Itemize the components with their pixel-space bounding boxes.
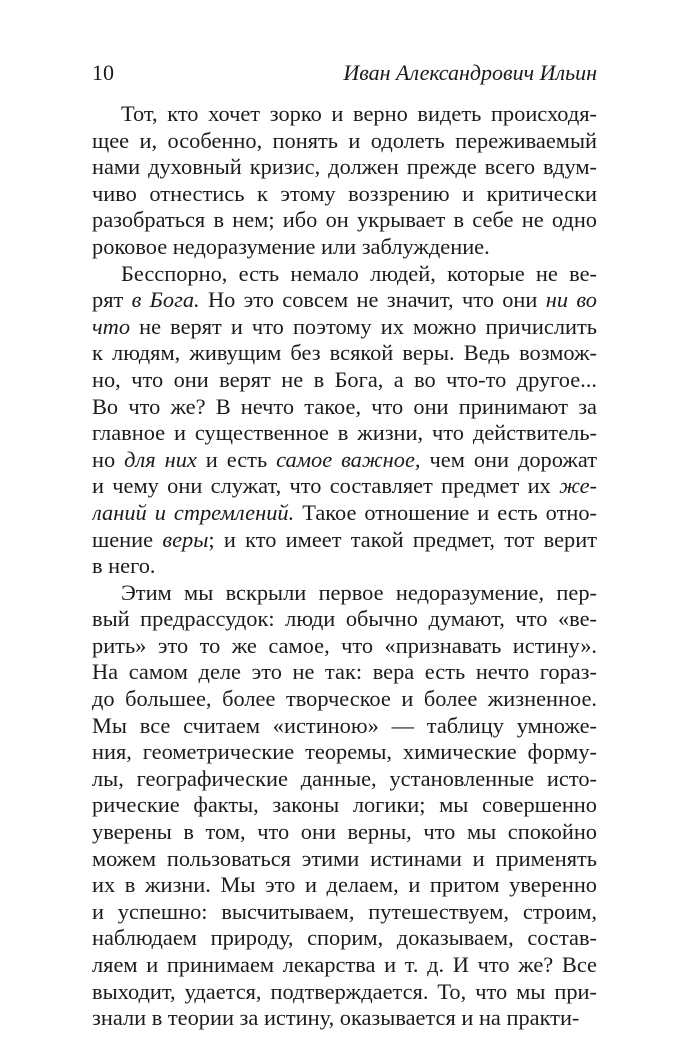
- text-line: [92, 979, 597, 1006]
- text-line: [92, 128, 597, 155]
- text-run: рят: [92, 287, 132, 313]
- text-run: роковое недоразумение или заблуждение.: [92, 233, 490, 259]
- text-run: шение: [92, 526, 163, 552]
- text-line: [92, 340, 597, 367]
- text-line: [92, 872, 597, 899]
- text-line: [92, 580, 597, 607]
- text-run: но: [92, 446, 125, 472]
- text-run: можем пользоваться этими истинами и применять: [92, 845, 597, 871]
- text-run: разобраться в нем; ибо он укрывает в себе не одно: [92, 207, 597, 233]
- text-run: и чему они служат, что составляет предмет их: [92, 473, 560, 499]
- text-line: [92, 553, 597, 580]
- text-run: Тот, кто хочет зорко и верно видеть происходя-: [121, 101, 597, 126]
- italic-text: ни во: [545, 287, 597, 313]
- text-line: [92, 846, 597, 873]
- text-run: к людям, живущим без всякой веры. Ведь возмож-: [92, 340, 597, 366]
- text-line: [92, 633, 597, 660]
- text-line: [92, 952, 597, 979]
- text-run: главное и существенное в жизни, что действитель-: [92, 420, 597, 446]
- text-line: [92, 925, 597, 952]
- text-line: [92, 261, 597, 288]
- italic-text: в Бога.: [131, 287, 200, 313]
- text-run: На самом деле это не так: вера есть нечто горaз-: [92, 659, 597, 685]
- text-run: и успешно: высчитываем, путешествуем, строим,: [92, 898, 597, 924]
- text-run: щее и, особенно, понять и одолеть переживаемый: [92, 127, 597, 153]
- text-run: нами духовный кризис, должен прежде всего вдум-: [92, 154, 597, 180]
- text-run: лы, географические данные, установленные исто-: [92, 765, 597, 791]
- text-run: Во что же? В нечто такое, что они принимают за: [92, 393, 597, 419]
- text-run: уверены в том, что они верны, что мы спокойно: [92, 819, 597, 845]
- text-run: Но это совсем не значит, что они: [199, 287, 546, 313]
- text-line: [92, 420, 597, 447]
- text-line: [92, 899, 597, 926]
- text-line: [92, 207, 597, 234]
- italic-text: что: [92, 313, 131, 339]
- italic-text: же-: [559, 473, 597, 499]
- text-run: до большее, более творческое и более жизненное.: [92, 686, 597, 712]
- text-run: ния, геометрические теоремы, химические форму-: [92, 739, 597, 765]
- text-run: но, что они верят не в Бога, а во что-то другое...: [92, 366, 597, 392]
- italic-text: веры: [162, 526, 209, 552]
- text-line: [92, 792, 597, 819]
- text-run: и есть: [196, 446, 277, 472]
- text-run: чиво отнестись к этому воззрению и критически: [92, 180, 597, 206]
- text-line: [92, 659, 597, 686]
- text-run: ; и кто имеет такой предмет, тот верит: [208, 526, 597, 552]
- text-run: знали в теории за истину, оказывается и на практи-: [92, 1005, 580, 1031]
- text-line: [92, 739, 597, 766]
- text-line: [92, 234, 597, 261]
- text-run: Такое отношение и есть отно-: [294, 499, 597, 525]
- text-run: Бесспорно, есть немало людей, которые не ве-: [121, 260, 597, 286]
- text-run: Этим мы вскрыли первое недоразумение, пер-: [121, 579, 597, 605]
- text-run: рить» это то же самое, что «признавать истину».: [92, 632, 597, 658]
- text-line: [92, 500, 597, 527]
- text-line: [92, 766, 597, 793]
- text-line: [92, 1005, 597, 1032]
- italic-text: самое важное,: [276, 446, 421, 472]
- text-line: [92, 181, 597, 208]
- text-line: [92, 287, 597, 314]
- text-line: [92, 314, 597, 341]
- body-text: [92, 101, 597, 1032]
- italic-text: для них: [124, 446, 197, 472]
- text-run: ляем и принимаем лекарства и т. д. И что же? Все: [92, 952, 597, 977]
- text-run: их в жизни. Мы это и делаем, и притом уверенно: [92, 872, 597, 898]
- italic-text: ланий и стремлений.: [92, 499, 295, 525]
- text-run: не верят и что поэтому их можно причислить: [130, 313, 597, 339]
- text-run: в него.: [92, 553, 156, 579]
- text-line: [92, 473, 597, 500]
- text-run: вый предрассудок: люди обычно думают, что «ве-: [92, 606, 597, 632]
- text-run: Мы все считаем «истиною» — таблицу умноже-: [92, 712, 597, 738]
- text-line: [92, 394, 597, 421]
- text-run: рические факты, законы логики; мы совершенно: [92, 792, 597, 818]
- text-run: выходит, удается, подтверждается. То, что мы при-: [92, 978, 597, 1004]
- text-line: [92, 713, 597, 740]
- running-title: Иван Александрович Ильин: [343, 60, 597, 85]
- page-number: 10: [92, 60, 114, 85]
- text-run: наблюдаем природу, спорим, доказываем, состав-: [92, 925, 597, 951]
- text-line: [92, 819, 597, 846]
- text-line: [92, 447, 597, 474]
- page-header: [92, 58, 597, 88]
- text-line: [92, 101, 597, 128]
- text-run: чем они дорожат: [420, 446, 597, 472]
- text-line: [92, 154, 597, 181]
- text-line: [92, 527, 597, 554]
- text-line: [92, 606, 597, 633]
- text-line: [92, 367, 597, 394]
- text-line: [92, 686, 597, 713]
